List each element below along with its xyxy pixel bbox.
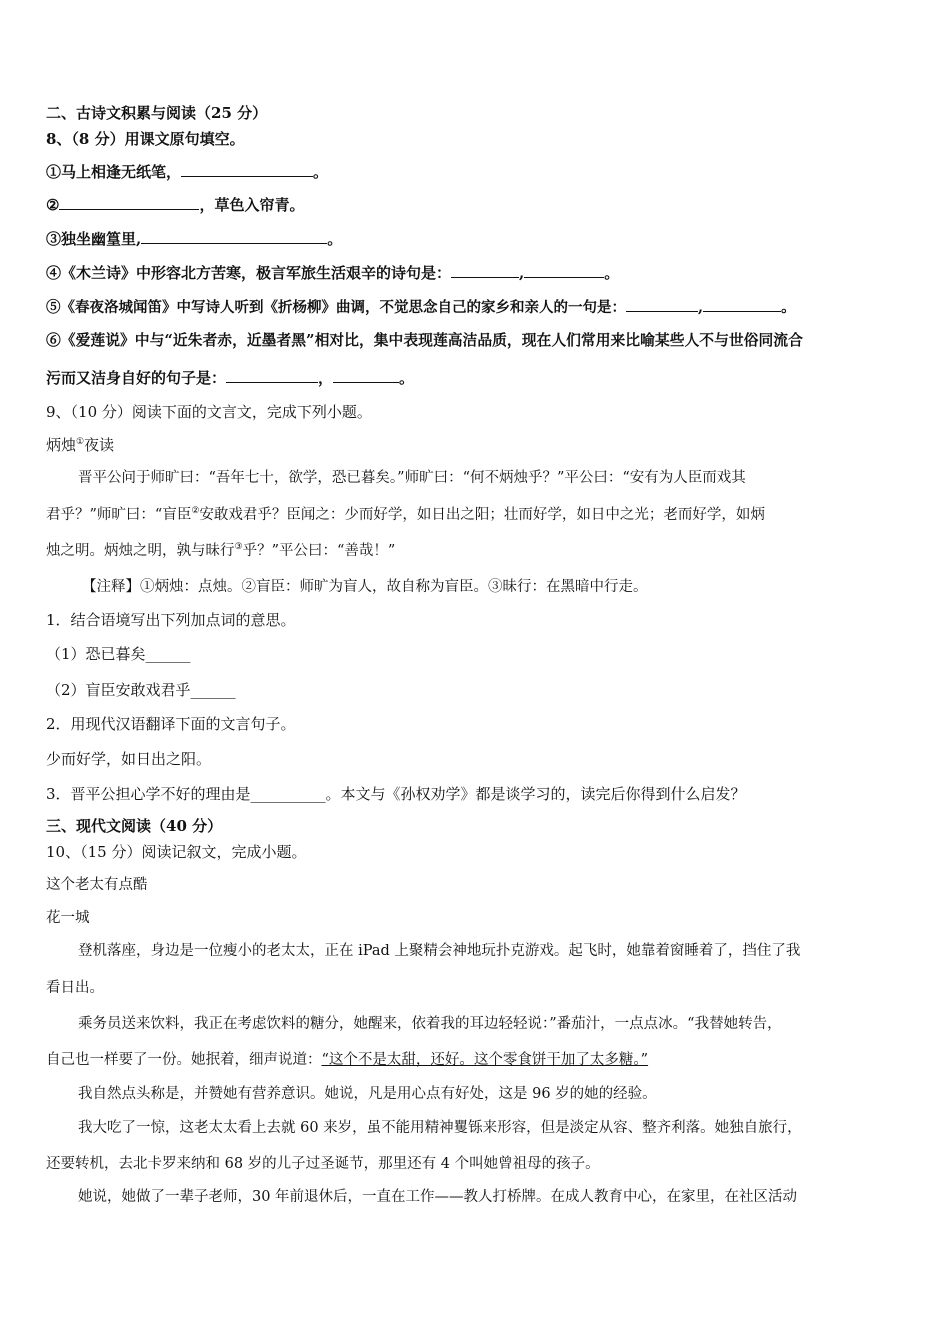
q8-item-4: ④《木兰诗》中形容北方苦寒，极言军旅生活艰辛的诗句是： , 。 [46, 264, 620, 282]
q10-passage-author: 花一城 [46, 910, 90, 926]
q8-item-1: ①马上相逢无纸笔， 。 [46, 163, 329, 181]
q9-passage-title: 炳烛①夜读 [46, 436, 115, 454]
q9-stem: 9、（10 分）阅读下面的文言文，完成下列小题。 [46, 403, 372, 421]
answer-blank[interactable] [333, 368, 399, 383]
q9-sub1b: （2）盲臣安敢戏君乎______ [46, 681, 236, 699]
q10-passage-line: 我大吃了一惊，这老太太看上去就 60 来岁，虽不能用精神矍铄来形容，但是淡定从容、整齐利落。她独自旅行， [78, 1120, 802, 1136]
q10-passage-title: 这个老太有点酷 [46, 877, 148, 893]
q9-passage-line-3: 烛之明。炳烛之明，孰与昧行③乎？”平公曰：“善哉！” [46, 542, 396, 559]
section3-heading: 三、现代文阅读（40 分） [46, 817, 223, 835]
q8-item-6-line1: ⑥《爱莲说》中与“近朱者赤，近墨者黑”相对比，集中表现莲高洁品质，现在人们常用来比喻某些人不与世俗同流合 [46, 332, 803, 349]
answer-blank[interactable] [141, 229, 327, 244]
q8-item-5: ⑤《春夜洛城闻笛》中写诗人听到《折杨柳》曲调，不觉思念自己的家乡和亲人的一句是： , 。 [46, 299, 796, 316]
q9-sub2: 2．用现代汉语翻译下面的文言句子。 [46, 715, 296, 733]
q10-passage-line: 她说，她做了一辈子老师，30 年前退休后，一直在工作——教人打桥牌。在成人教育中心，在家里，在社区活动 [78, 1189, 798, 1205]
q8-item-2: ② ，草色入帘青。 [46, 196, 305, 214]
q10-passage-line: 自己也一样要了一份。她抿着，细声说道：“这个不是太甜，还好。这个零食饼干加了太多糖。” [46, 1052, 649, 1068]
q8-item-6-line2: 污而又洁身自好的句子是： ， 。 [46, 369, 415, 387]
underlined-sentence: “这个不是太甜，还好。这个零食饼干加了太多糖。” [321, 1052, 649, 1068]
q9-annotation: 【注释】①炳烛：点烛。②盲臣：师旷为盲人，故自称为盲臣。③昧行：在黑暗中行走。 [82, 579, 648, 595]
answer-blank[interactable] [703, 297, 781, 312]
q8-item-3: ③独坐幽篁里, 。 [46, 230, 343, 248]
answer-blank[interactable] [524, 263, 604, 278]
answer-blank[interactable] [226, 368, 318, 383]
answer-blank[interactable] [451, 263, 519, 278]
q9-sub2a: 少而好学，如日出之阳。 [46, 750, 212, 768]
answer-blank[interactable] [181, 162, 313, 177]
q10-passage-line: 登机落座，身边是一位瘦小的老太太，正在 iPad 上聚精会神地玩扑克游戏。起飞时，她靠着窗睡着了，挡住了我 [78, 943, 801, 959]
answer-blank[interactable] [626, 297, 698, 312]
q9-passage-line-1: 晋平公问于师旷曰：“吾年七十，欲学，恐已暮矣。”师旷曰：“何不炳烛乎？”平公曰：“安有为人臣而戏其 [78, 470, 746, 486]
q9-sub3: 3．晋平公担心学不好的理由是__________。本文与《孙权劝学》都是谈学习的，读完后你得到什么启发？ [46, 785, 746, 803]
q10-passage-line: 看日出。 [46, 980, 104, 996]
q9-passage-line-2: 君乎？”师旷曰：“盲臣②安敢戏君乎？臣闻之：少而好学，如日出之阳；壮而好学，如日中之光；老而好学，如炳 [46, 506, 765, 523]
q10-passage-line: 还要转机，去北卡罗来纳和 68 岁的儿子过圣诞节，那里还有 4 个叫她曾祖母的孩子。 [46, 1156, 600, 1172]
answer-blank[interactable] [59, 195, 199, 210]
q10-passage-line: 我自然点头称是，并赞她有营养意识。她说，凡是用心点有好处，这是 96 岁的她的经验。 [78, 1086, 657, 1102]
q9-sub1: 1．结合语境写出下列加点词的意思。 [46, 611, 296, 629]
section2-heading: 二、古诗文积累与阅读（25 分） [46, 104, 268, 122]
q10-stem: 10、（15 分）阅读记叙文，完成小题。 [46, 843, 307, 861]
q8-stem: 8、（8 分）用课文原句填空。 [46, 130, 245, 148]
q9-sub1a: （1）恐已暮矣______ [46, 645, 191, 663]
q10-passage-line: 乘务员送来饮料，我正在考虑饮料的糖分，她醒来，依着我的耳边轻轻说：”番茄汁，一点点冰。“我替她转告， [78, 1016, 782, 1032]
